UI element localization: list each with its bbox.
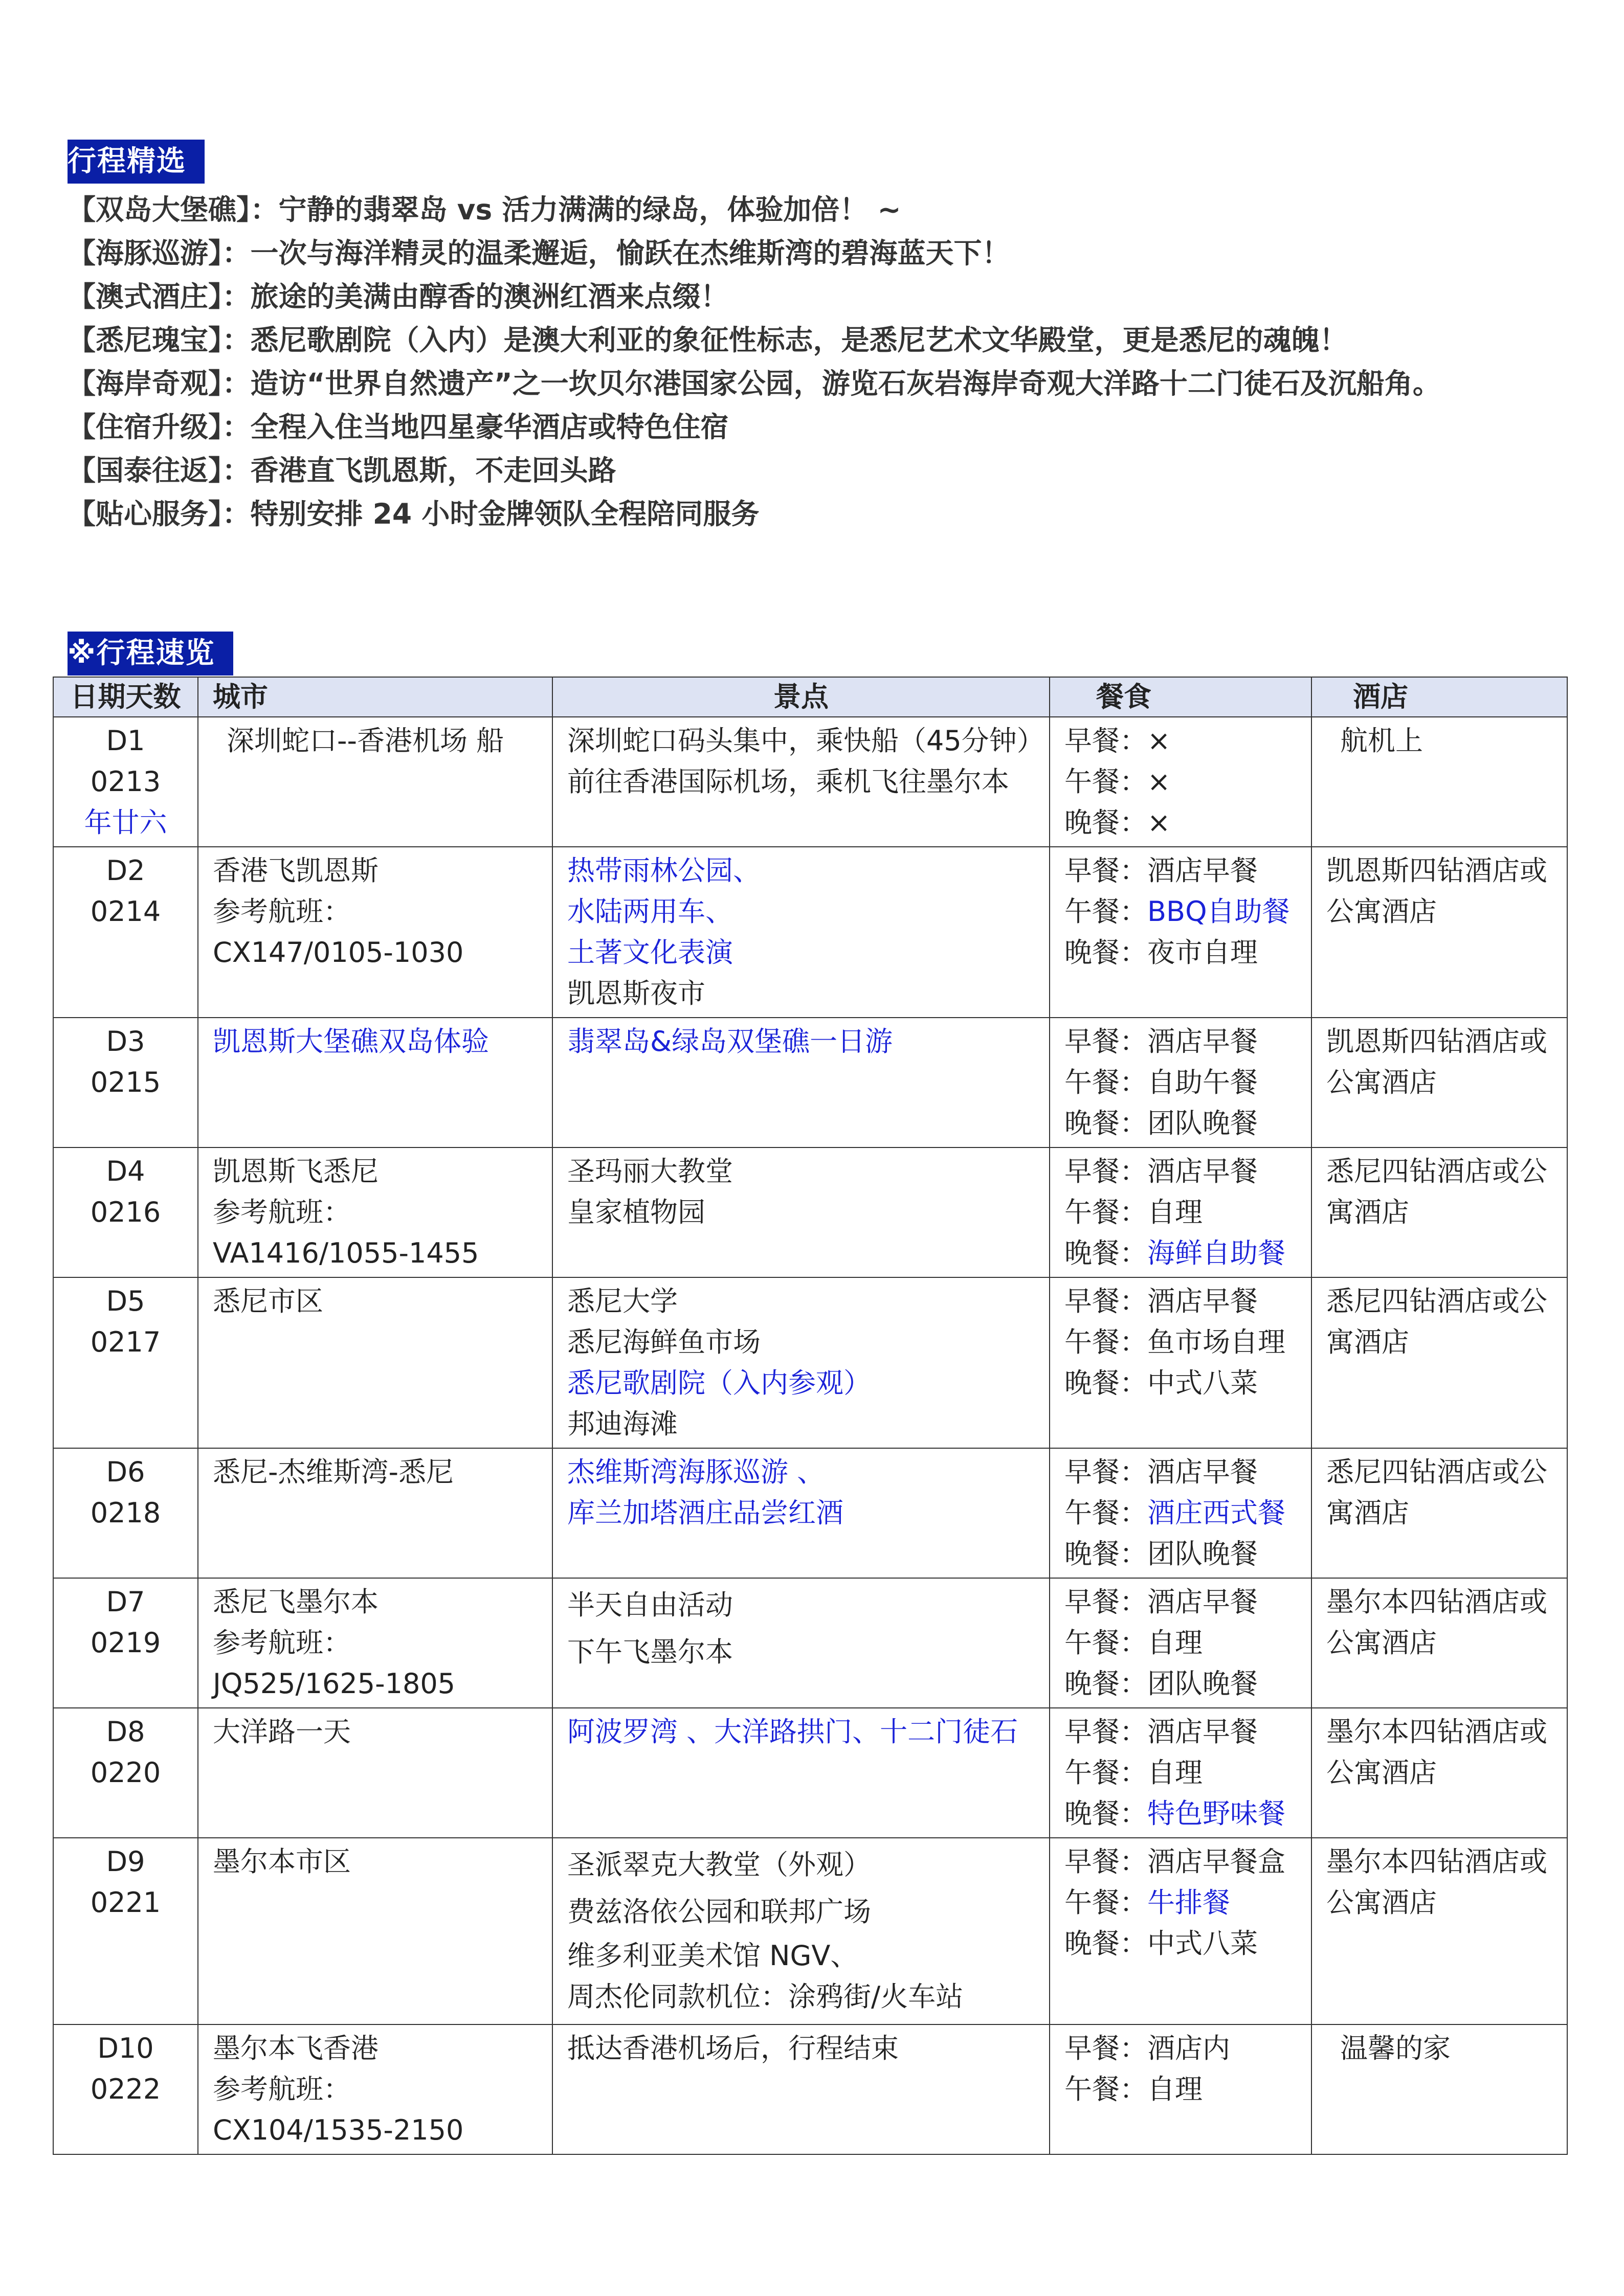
city-line: VA1416/1055-1455 xyxy=(213,1237,479,1269)
day-date: 0221 xyxy=(90,1886,161,1919)
sight-line: 热带雨林公园、 xyxy=(567,854,761,887)
meals-cell xyxy=(1050,717,1311,847)
hotel-line: 墨尔本四钻酒店或 xyxy=(1326,1845,1547,1878)
highlights-heading: 行程精选 xyxy=(68,140,205,184)
hotel-line: 公寓酒店 xyxy=(1326,1757,1437,1789)
meal-line: 午餐：自理 xyxy=(1064,1627,1203,1659)
city-line: 墨尔本市区 xyxy=(213,1845,351,1878)
sight-line: 前往香港国际机场，乘机飞往墨尔本 xyxy=(567,766,1009,798)
city-cell xyxy=(198,1018,552,1147)
table-row xyxy=(53,1838,1567,2024)
day-cell xyxy=(53,1277,198,1448)
sights-cell xyxy=(552,717,1050,847)
day-lunar: 年廿六 xyxy=(84,806,167,839)
highlight-tag: 【悉尼瑰宝】 xyxy=(68,324,223,356)
hotel-cell xyxy=(1311,1018,1567,1147)
highlight-tag: 【海豚巡游】 xyxy=(68,237,223,269)
meals-cell xyxy=(1050,1838,1311,2024)
itinerary-table xyxy=(53,677,1568,2155)
day-number: D4 xyxy=(106,1155,145,1187)
meals-cell xyxy=(1050,2024,1311,2154)
table-row xyxy=(53,1018,1567,1147)
hotel-line: 公寓酒店 xyxy=(1326,895,1437,928)
meal-line: 午餐：BBQ自助餐 xyxy=(1064,895,1290,928)
highlight-text: ：造访“世界自然遗产”之一坎贝尔港国家公园，游览石灰岩海岸奇观大洋路十二门徒石及沉船角。 xyxy=(222,367,1441,400)
highlight-item xyxy=(68,362,1602,406)
meal-line: 晚餐：海鲜自助餐 xyxy=(1064,1237,1285,1269)
sight-line: 下午飞墨尔本 xyxy=(567,1636,733,1668)
highlight-item xyxy=(68,188,1602,232)
sight-line: 水陆两用车、 xyxy=(567,895,733,928)
city-line: JQ525/1625-1805 xyxy=(213,1668,456,1700)
sights-cell xyxy=(552,1277,1050,1448)
meal-line: 早餐：× xyxy=(1064,725,1171,757)
sight-line: 悉尼大学 xyxy=(567,1285,678,1317)
hotel-line: 悉尼四钻酒店或公 xyxy=(1326,1456,1547,1488)
table-header-row xyxy=(53,677,1567,717)
city-line: 参考航班： xyxy=(213,1196,351,1228)
day-date: 0215 xyxy=(90,1066,161,1098)
city-cell xyxy=(198,847,552,1018)
day-date: 0222 xyxy=(90,2073,161,2105)
city-line: 凯恩斯飞悉尼 xyxy=(213,1155,379,1187)
meal-line: 午餐：自理 xyxy=(1064,1196,1203,1228)
hotel-cell xyxy=(1311,1147,1567,1277)
highlight-item xyxy=(68,232,1602,275)
day-number: D1 xyxy=(106,725,145,757)
hotel-cell xyxy=(1311,1838,1567,2024)
highlight-tag: 【澳式酒庄】 xyxy=(68,280,223,313)
highlight-text: ：香港直飞凯恩斯，不走回头路 xyxy=(222,454,616,487)
city-cell xyxy=(198,1838,552,2024)
highlight-tag: 【贴心服务】 xyxy=(68,498,223,530)
day-number: D3 xyxy=(106,1025,145,1057)
sight-line: 阿波罗湾 、大洋路拱门、十二门徒石 xyxy=(567,1716,1018,1748)
highlight-tag: 【海岸奇观】 xyxy=(68,367,223,400)
highlight-item xyxy=(68,319,1602,362)
city-cell xyxy=(198,1578,552,1708)
sight-line: 圣派翠克大教堂（外观） xyxy=(567,1849,871,1881)
day-number: D2 xyxy=(106,854,145,887)
city-cell xyxy=(198,717,552,847)
day-number: D6 xyxy=(106,1456,145,1488)
hotel-line: 公寓酒店 xyxy=(1326,1066,1437,1098)
meal-line: 午餐：自理 xyxy=(1064,1757,1203,1789)
meal-line: 早餐：酒店早餐 xyxy=(1064,854,1258,887)
header-sights: 景点 xyxy=(552,677,1050,717)
meal-line: 早餐：酒店早餐 xyxy=(1064,1155,1258,1187)
highlight-text: ：全程入住当地四星豪华酒店或特色住宿 xyxy=(222,411,729,443)
table-row xyxy=(53,717,1567,847)
table-row xyxy=(53,847,1567,1018)
city-line: 悉尼-杰维斯湾-悉尼 xyxy=(213,1456,454,1488)
day-date: 0213 xyxy=(90,766,161,798)
city-line: 参考航班： xyxy=(213,1627,351,1659)
day-number: D5 xyxy=(106,1285,145,1317)
hotel-line: 航机上 xyxy=(1340,725,1423,757)
hotel-line: 公寓酒店 xyxy=(1326,1627,1437,1659)
sight-line: 悉尼海鲜鱼市场 xyxy=(567,1326,761,1358)
sight-line: 抵达香港机场后，行程结束 xyxy=(567,2032,899,2064)
day-number: D10 xyxy=(97,2032,154,2064)
highlights-list xyxy=(68,188,1602,536)
sights-cell xyxy=(552,1448,1050,1578)
sights-cell xyxy=(552,1838,1050,2024)
meal-line: 晚餐：团队晚餐 xyxy=(1064,1107,1258,1139)
sight-line: 皇家植物园 xyxy=(567,1196,705,1228)
day-cell xyxy=(53,1147,198,1277)
city-line: 悉尼市区 xyxy=(213,1285,323,1317)
sight-line: 翡翠岛&绿岛双堡礁一日游 xyxy=(567,1025,893,1057)
meal-line: 早餐：酒店早餐盒 xyxy=(1064,1845,1285,1878)
meal-line: 晚餐：中式八菜 xyxy=(1064,1367,1258,1399)
sight-line: 维多利亚美术馆 NGV、 xyxy=(567,1940,858,1972)
hotel-line: 凯恩斯四钻酒店或 xyxy=(1326,854,1547,887)
table-row xyxy=(53,2024,1567,2154)
day-cell xyxy=(53,1838,198,2024)
day-cell xyxy=(53,1708,198,1838)
sight-line: 深圳蛇口码头集中，乘快船（45分钟） xyxy=(567,725,1044,757)
meal-line: 午餐：× xyxy=(1064,766,1171,798)
sight-line: 半天自由活动 xyxy=(567,1589,733,1621)
hotel-cell xyxy=(1311,1708,1567,1838)
highlight-item xyxy=(68,449,1602,492)
highlight-text: ：特别安排 24 小时金牌领队全程陪同服务 xyxy=(222,498,760,530)
day-cell xyxy=(53,1578,198,1708)
day-cell xyxy=(53,847,198,1018)
day-date: 0219 xyxy=(90,1627,161,1659)
table-row xyxy=(53,1147,1567,1277)
hotel-line: 寓酒店 xyxy=(1326,1326,1409,1358)
day-cell xyxy=(53,1018,198,1147)
meal-line: 晚餐：夜市自理 xyxy=(1064,936,1258,969)
meals-cell xyxy=(1050,1018,1311,1147)
table-row xyxy=(53,1578,1567,1708)
sight-line: 凯恩斯夜市 xyxy=(567,977,705,1009)
hotel-line: 悉尼四钻酒店或公 xyxy=(1326,1155,1547,1187)
header-day: 日期天数 xyxy=(53,677,198,717)
day-cell xyxy=(53,1448,198,1578)
hotel-cell xyxy=(1311,2024,1567,2154)
sight-line: 土著文化表演 xyxy=(567,936,733,969)
meal-line: 午餐：酒庄西式餐 xyxy=(1064,1497,1285,1529)
highlight-item xyxy=(68,275,1602,319)
highlight-tag: 【住宿升级】 xyxy=(68,411,223,443)
day-cell xyxy=(53,2024,198,2154)
meal-line: 晚餐：特色野味餐 xyxy=(1064,1797,1285,1830)
meal-line: 早餐：酒店早餐 xyxy=(1064,1716,1258,1748)
meals-cell xyxy=(1050,1277,1311,1448)
meals-cell xyxy=(1050,1578,1311,1708)
day-number: D8 xyxy=(106,1716,145,1748)
city-line: 大洋路一天 xyxy=(213,1716,351,1748)
hotel-cell xyxy=(1311,847,1567,1018)
hotel-cell xyxy=(1311,717,1567,847)
sight-line: 费兹洛依公园和联邦广场 xyxy=(567,1896,871,1928)
header-hotel: 酒店 xyxy=(1311,677,1567,717)
city-line: CX104/1535-2150 xyxy=(213,2114,464,2146)
day-date: 0216 xyxy=(90,1196,161,1228)
day-cell xyxy=(53,717,198,847)
hotel-line: 悉尼四钻酒店或公 xyxy=(1326,1285,1547,1317)
meals-cell xyxy=(1050,1708,1311,1838)
highlight-text: ：悉尼歌剧院（入内）是澳大利亚的象征性标志，是悉尼艺术文华殿堂，更是悉尼的魂魄！ xyxy=(222,324,1348,356)
overview-heading: ※行程速览 xyxy=(68,632,233,676)
city-line: 凯恩斯大堡礁双岛体验 xyxy=(213,1025,489,1057)
sights-cell xyxy=(552,1018,1050,1147)
meals-cell xyxy=(1050,1147,1311,1277)
highlight-text: ：宁静的翡翠岛 vs 活力满满的绿岛，体验加倍！ ~ xyxy=(250,193,901,226)
sight-line: 邦迪海滩 xyxy=(567,1408,678,1440)
day-number: D9 xyxy=(106,1845,145,1878)
hotel-line: 墨尔本四钻酒店或 xyxy=(1326,1586,1547,1618)
city-line: 参考航班： xyxy=(213,2073,351,2105)
meal-line: 早餐：酒店早餐 xyxy=(1064,1025,1258,1057)
hotel-line: 凯恩斯四钻酒店或 xyxy=(1326,1025,1547,1057)
city-cell xyxy=(198,1708,552,1838)
highlight-text: ：一次与海洋精灵的温柔邂逅，愉跃在杰维斯湾的碧海蓝天下！ xyxy=(222,237,1010,269)
day-date: 0220 xyxy=(90,1757,161,1789)
city-cell xyxy=(198,1448,552,1578)
meals-cell xyxy=(1050,1448,1311,1578)
sight-line: 周杰伦同款机位：涂鸦街/火车站 xyxy=(567,1980,964,2013)
city-line: CX147/0105-1030 xyxy=(213,936,464,969)
day-date: 0218 xyxy=(90,1497,161,1529)
meal-line: 晚餐：× xyxy=(1064,806,1171,839)
city-line: 参考航班： xyxy=(213,895,351,928)
highlight-text: ：旅途的美满由醇香的澳洲红酒来点缀！ xyxy=(222,280,729,313)
sight-line: 圣玛丽大教堂 xyxy=(567,1155,733,1187)
hotel-cell xyxy=(1311,1277,1567,1448)
sights-cell xyxy=(552,847,1050,1018)
meal-line: 晚餐：中式八菜 xyxy=(1064,1927,1258,1960)
sight-line: 悉尼歌剧院（入内参观） xyxy=(567,1367,871,1399)
highlight-item xyxy=(68,406,1602,449)
highlight-item xyxy=(68,492,1602,536)
day-date: 0214 xyxy=(90,895,161,928)
city-cell xyxy=(198,2024,552,2154)
sight-line: 库兰加塔酒庄品尝红酒 xyxy=(567,1497,843,1529)
hotel-line: 温馨的家 xyxy=(1340,2032,1451,2064)
hotel-line: 公寓酒店 xyxy=(1326,1886,1437,1919)
hotel-cell xyxy=(1311,1448,1567,1578)
meal-line: 午餐：自理 xyxy=(1064,2073,1203,2105)
city-line: 悉尼飞墨尔本 xyxy=(213,1586,379,1618)
meal-line: 晚餐：团队晚餐 xyxy=(1064,1538,1258,1570)
meal-line: 早餐：酒店早餐 xyxy=(1064,1285,1258,1317)
meal-line: 晚餐：团队晚餐 xyxy=(1064,1668,1258,1700)
sights-cell xyxy=(552,2024,1050,2154)
meal-line: 早餐：酒店早餐 xyxy=(1064,1456,1258,1488)
sight-line: 杰维斯湾海豚巡游 、 xyxy=(567,1456,825,1488)
day-date: 0217 xyxy=(90,1326,161,1358)
meal-line: 早餐：酒店早餐 xyxy=(1064,1586,1258,1618)
highlight-tag: 【双岛大堡礁】 xyxy=(68,193,251,226)
city-cell xyxy=(198,1277,552,1448)
table-row xyxy=(53,1708,1567,1838)
city-line: 墨尔本飞香港 xyxy=(213,2032,379,2064)
sights-cell xyxy=(552,1578,1050,1708)
hotel-line: 寓酒店 xyxy=(1326,1497,1409,1529)
meal-line: 早餐：酒店内 xyxy=(1064,2032,1230,2064)
day-number: D7 xyxy=(106,1586,145,1618)
hotel-cell xyxy=(1311,1578,1567,1708)
meal-line: 午餐：鱼市场自理 xyxy=(1064,1326,1285,1358)
highlight-tag: 【国泰往返】 xyxy=(68,454,223,487)
city-cell xyxy=(198,1147,552,1277)
meal-line: 午餐：自助午餐 xyxy=(1064,1066,1258,1098)
city-line: 深圳蛇口--香港机场 船 xyxy=(227,725,504,757)
hotel-line: 墨尔本四钻酒店或 xyxy=(1326,1716,1547,1748)
table-row xyxy=(53,1448,1567,1578)
sights-cell xyxy=(552,1147,1050,1277)
meal-line: 午餐：牛排餐 xyxy=(1064,1886,1230,1919)
sights-cell xyxy=(552,1708,1050,1838)
meals-cell xyxy=(1050,847,1311,1018)
city-line: 香港飞凯恩斯 xyxy=(213,854,379,887)
header-meals: 餐食 xyxy=(1050,677,1311,717)
hotel-line: 寓酒店 xyxy=(1326,1196,1409,1228)
header-city: 城市 xyxy=(198,677,552,717)
table-row xyxy=(53,1277,1567,1448)
